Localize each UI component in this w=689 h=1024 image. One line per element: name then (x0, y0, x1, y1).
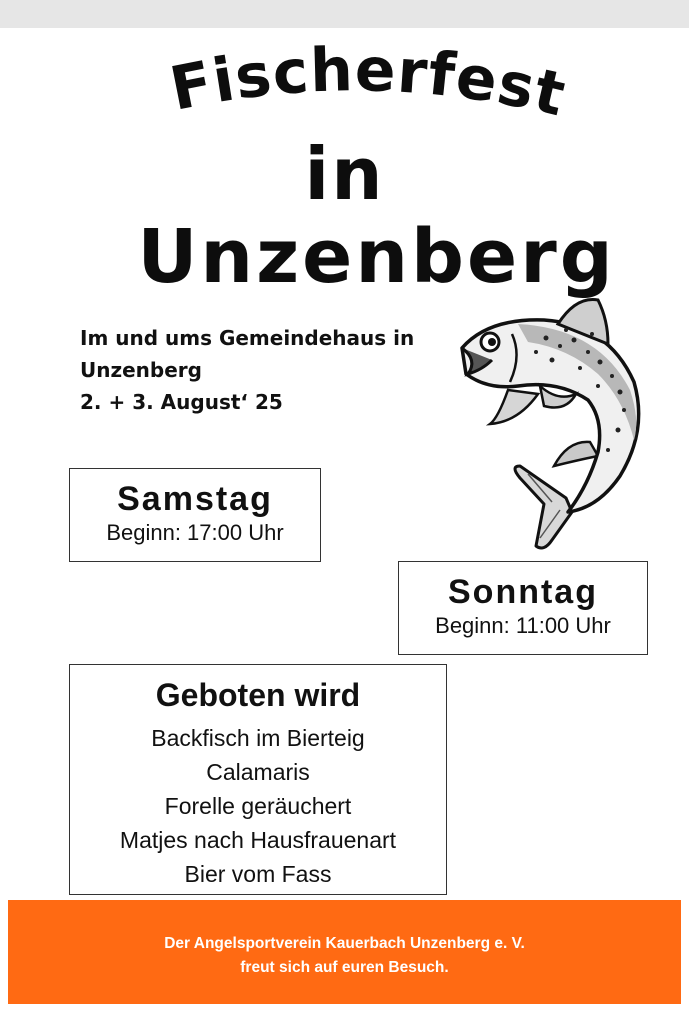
saturday-time: Beginn: 17:00 Uhr (106, 520, 284, 545)
intro-line-2: Unzenberg (80, 358, 202, 382)
intro-text (80, 322, 460, 418)
menu-heading: Geboten wird (155, 677, 361, 713)
title-line-2: in (304, 132, 385, 216)
title-line-1: Fischerfest (164, 35, 573, 131)
menu-item: Backfisch im Bierteig (151, 725, 365, 751)
poster (0, 28, 689, 1024)
menu-item: Bier vom Fass (184, 861, 332, 887)
trout-fish-icon (448, 290, 658, 560)
title-line-3: Unzenberg (137, 214, 616, 300)
saturday-label: Samstag (117, 480, 273, 518)
intro-line-1: Im und ums Gemeindehaus in (80, 326, 415, 350)
sunday-time: Beginn: 11:00 Uhr (435, 613, 611, 638)
footer-line-1: Der Angelsportverein Kauerbach Unzenberg e. V. (164, 935, 525, 952)
menu-item: Matjes nach Hausfrauenart (119, 827, 397, 853)
intro-line-3: 2. + 3. August‘ 25 (80, 390, 283, 414)
svg-text:Fischerfest (165, 35, 573, 130)
footer-banner (8, 900, 681, 1004)
title-arc (0, 28, 689, 138)
menu-box (69, 664, 447, 895)
saturday-box (69, 468, 321, 562)
sunday-label: Sonntag (448, 573, 598, 611)
footer-line-2: freut sich auf euren Besuch. (240, 959, 449, 976)
menu-item: Forelle geräuchert (164, 793, 352, 819)
sunday-box (398, 561, 648, 655)
menu-item: Calamaris (206, 759, 310, 785)
